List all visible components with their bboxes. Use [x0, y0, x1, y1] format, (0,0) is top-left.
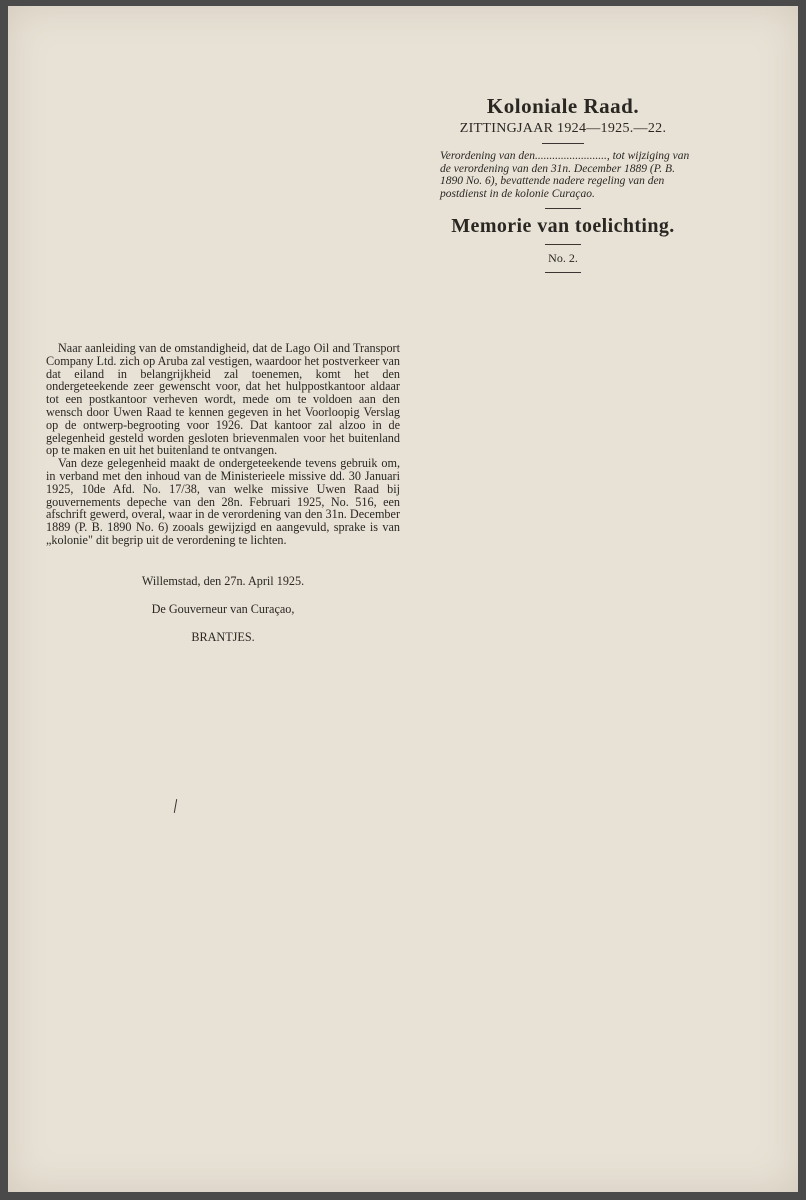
document-header: [428, 94, 698, 279]
divider: [545, 272, 581, 273]
pencil-mark: [174, 799, 177, 813]
session-year: ZITTINGJAAR 1924—1925.—22.: [459, 121, 667, 136]
signatory-name: BRANTJES.: [191, 630, 255, 644]
explanatory-text: [46, 342, 400, 547]
paragraph-1: Naar aanleiding van de omstandigheid, dat de Lago Oil and Transport Company Ltd. zich op Aruba zal vestigen, waardoor het postverkeer van dat eiland in belangrijkheid zal toenemen, komt het den ondergeteekende zeer gewenscht voor, dat het hulppostkantoor aldaar tot een postkantoor verheven wordt, mede om te voldoen aan den wensch door Uwen Raad te kennen gegeven in het Voorloopig Verslag op de ontwerp-begrooting voor 1926. Dat kantoor zal alzoo in de gelegenheid gesteld worden gesloten brievenmalen voor het buitenland op te maken en uit het buitenland te ontvangen.: [46, 341, 400, 458]
signatory-role: De Gouverneur van Curaçao,: [151, 602, 295, 616]
divider: [545, 244, 581, 245]
paragraph-2: Van deze gelegenheid maakt de ondergeteekende tevens gebruik om, in verband met den inhoud van de Ministerieele missive dd. 30 Januari 1925, 10de Afd. No. 17/38, van welke missive Uwen Raad bij gouvernements depeche van den 28n. Februari 1925, No. 516, een afschrift gewerd, overal, waar in de verordening van den 31n. December 1889 (P. B. 1890 No. 6) zooals gewijzigd en aangevuld, sprake is van „kolonie" dit begrip uit de verordening te lichten.: [46, 456, 400, 547]
ordinance-description: Verordening van den........................., tot wijziging van de verordening van den 31n. December 1889 (P. B. 1890 No. 6), bevattende nadere regeling van den postdienst in de kolonie Curaçao.: [440, 150, 690, 200]
council-title: Koloniale Raad.: [486, 94, 640, 118]
document-page: [8, 6, 798, 1192]
place-date: Willemstad, den 27n. April 1925.: [141, 574, 305, 588]
document-number: No. 2.: [548, 251, 578, 265]
divider: [542, 143, 584, 144]
document-type-heading: Memorie van toelichting.: [451, 215, 675, 237]
divider: [545, 208, 581, 209]
